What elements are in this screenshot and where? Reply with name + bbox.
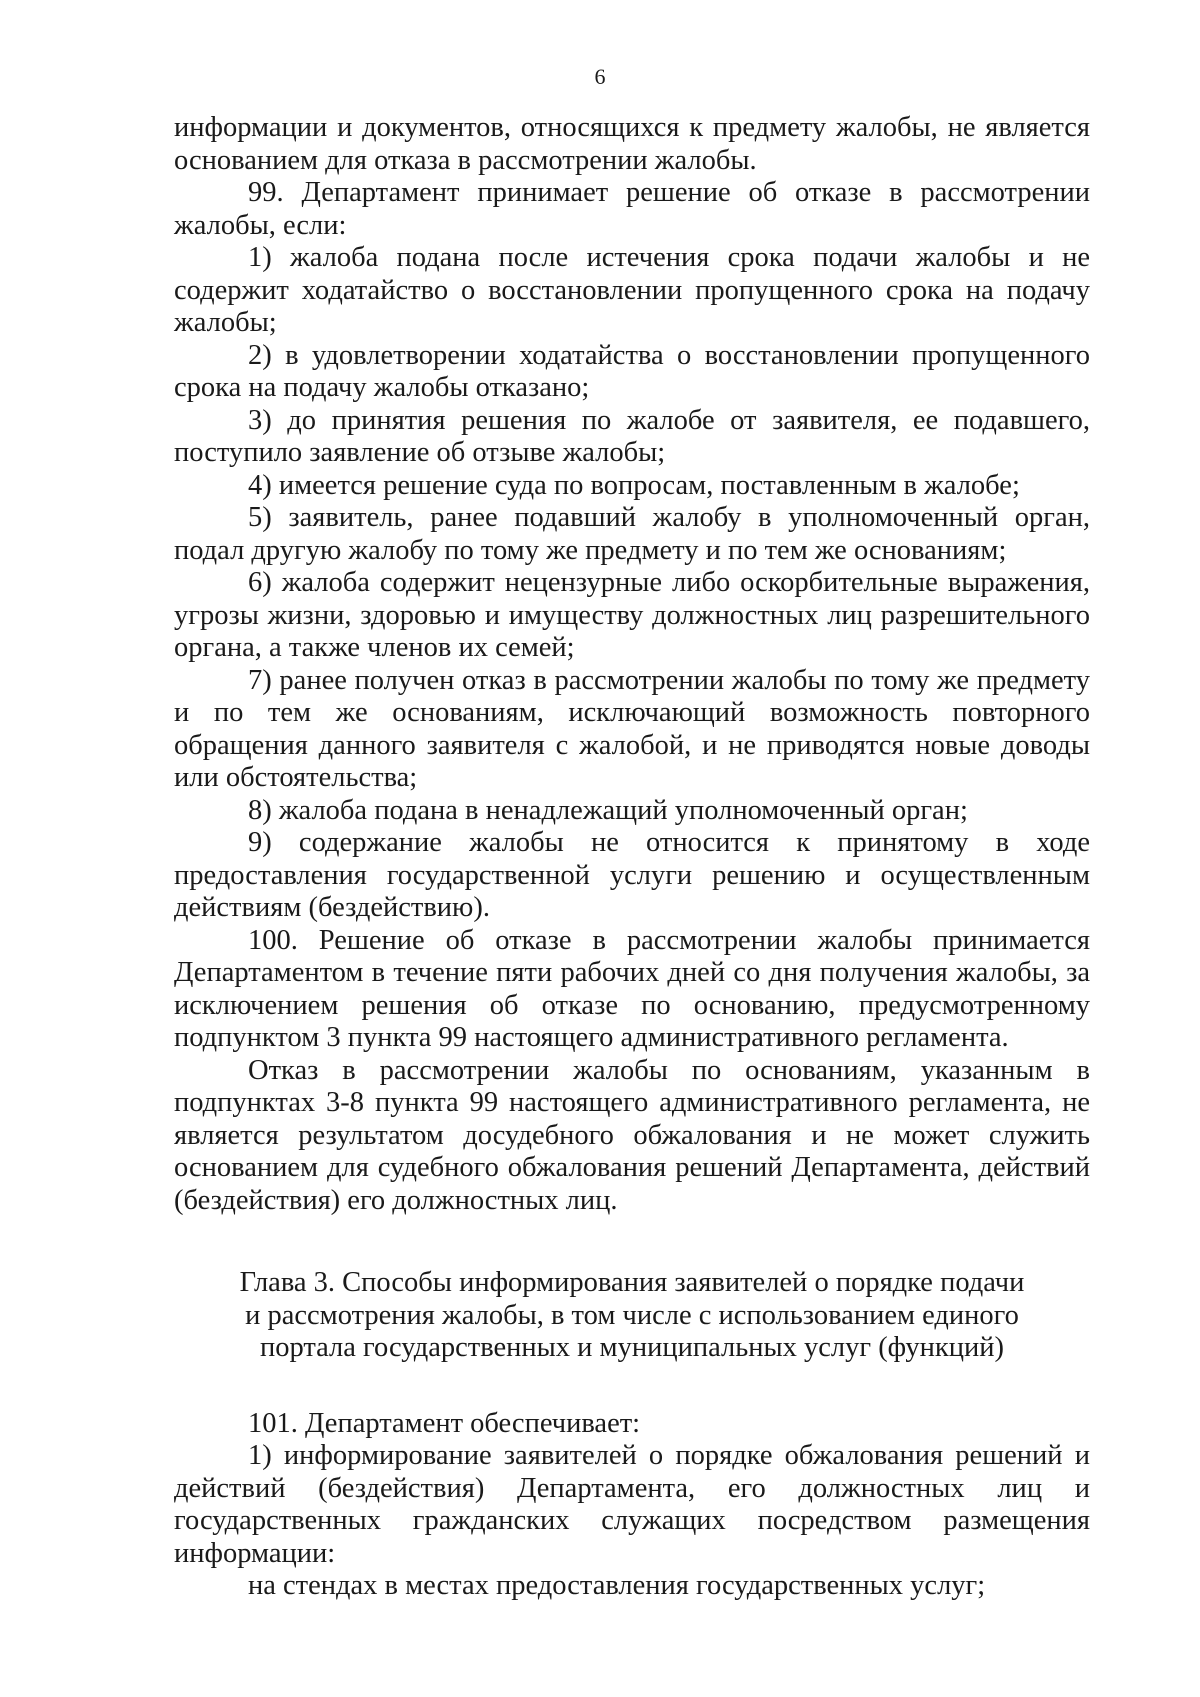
chapter-heading-line: Глава 3. Способы информирования заявителей о порядке подачи (239, 1267, 1025, 1298)
paragraph: 4) имеется решение суда по вопросам, поставленным в жалобе; (248, 469, 1020, 501)
paragraph: 99. Департамент принимает решение об отказе в рассмотрении жалобы, если: (174, 177, 1090, 241)
paragraph: 7) ранее получен отказ в рассмотрении жалобы по тому же предмету и по тем же основаниям, исключающий возможность повторного обращения данного заявителя с жалобой, и не приводятся новые доводы или обстоятельства; (174, 664, 1090, 793)
paragraph: 101. Департамент обеспечивает: (248, 1407, 641, 1439)
chapter-heading-line: и рассмотрения жалобы, в том числе с использованием единого (245, 1299, 1019, 1331)
paragraph: 3) до принятия решения по жалобе от заявителя, ее подавшего, поступило заявление об отзыве жалобы; (174, 404, 1090, 468)
paragraph: на стендах в местах предоставления государственных услуг; (248, 1570, 986, 1601)
paragraph: 100. Решение об отказе в рассмотрении жалобы принимается Департаментом в течение пяти рабочих дней со дня получения жалобы, за исключением решения об отказе по основанию, предусмотренному подпунктом 3 пункта 99 настоящего административного регламента. (174, 924, 1090, 1053)
page-number: 6 (594, 64, 606, 89)
paragraph: 1) жалоба подана после истечения срока подачи жалобы и не содержит ходатайство о восстановлении пропущенного срока на подачу жалобы; (174, 242, 1090, 338)
paragraph: 5) заявитель, ранее подавший жалобу в уполномоченный орган, подал другую жалобу по тому же предмету и по тем же основаниям; (174, 502, 1090, 566)
paragraph: 6) жалоба содержит нецензурные либо оскорбительные выражения, угрозы жизни, здоровью и имуществу должностных лиц разрешительного органа, а также членов их семей; (174, 567, 1090, 663)
chapter-heading-line: портала государственных и муниципальных услуг (функций) (259, 1332, 1005, 1363)
document-body (174, 112, 1090, 1603)
paragraphs-before (174, 112, 1090, 1217)
paragraph: информации и документов, относящихся к предмету жалобы, не является основанием для отказа в рассмотрении жалобы. (174, 112, 1090, 176)
paragraph: 1) информирование заявителей о порядке обжалования решений и действий (бездействия) Департамента, его должностных лиц и государственных гражданских служащих посредством размещения информации: (174, 1440, 1090, 1569)
paragraph: 2) в удовлетворении ходатайства о восстановлении пропущенного срока на подачу жалобы отказано; (174, 339, 1090, 403)
paragraph: 8) жалоба подана в ненадлежащий уполномоченный орган; (248, 794, 968, 826)
paragraph: Отказ в рассмотрении жалобы по основаниям, указанным в подпунктах 3-8 пункта 99 настоящего административного регламента, не является результатом досудебного обжалования и не может служить основанием для судебного обжалования решений Департамента, действий (бездействия) его должностных лиц. (174, 1054, 1090, 1216)
paragraphs-after (174, 1408, 1090, 1603)
chapter-heading (174, 1267, 1090, 1365)
paragraph: 9) содержание жалобы не относится к принятому в ходе предоставления государственной услуги решению и осуществленным действиям (бездействию). (174, 827, 1090, 923)
